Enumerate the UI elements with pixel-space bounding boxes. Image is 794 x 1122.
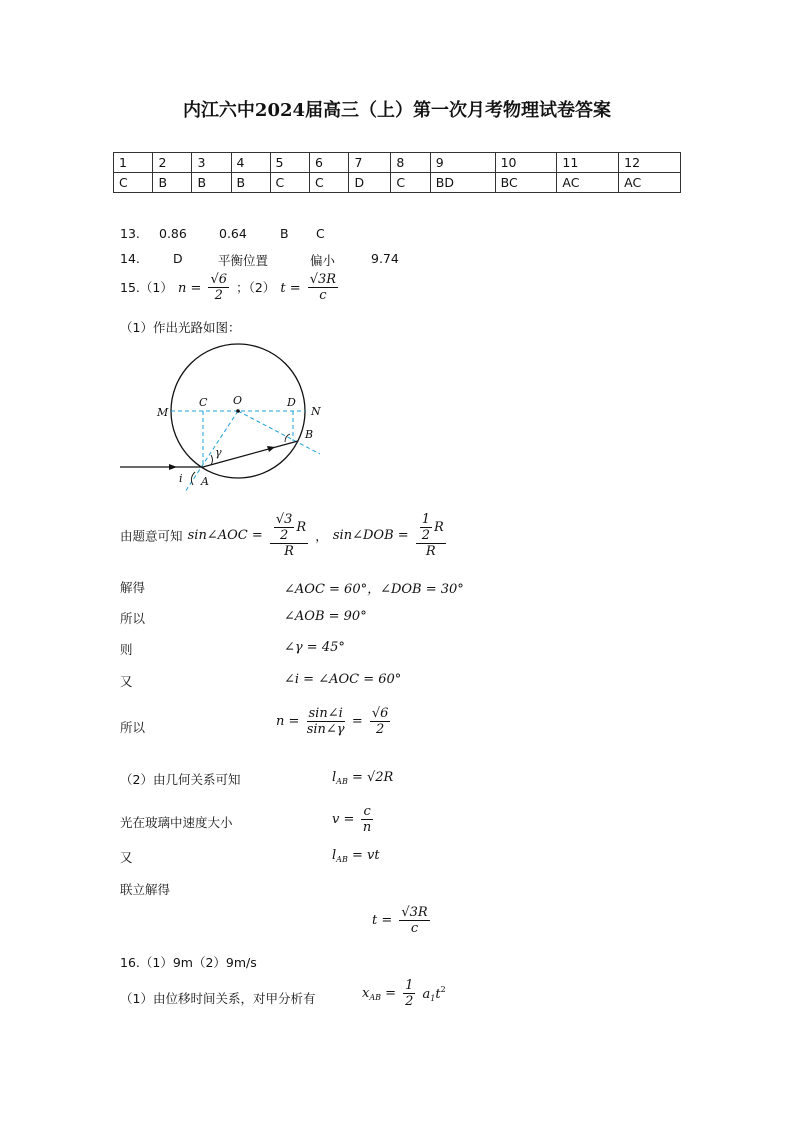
sin-dob-lhs: sin∠DOB = [332,528,409,543]
sin-aoc-inner-num: √3 [275,512,293,527]
answer-cell: D [349,173,391,193]
also-equation: ∠i = ∠AOC = 60° [284,672,402,687]
q16-x [362,986,396,1001]
sin-aoc-inner-den: 2 [279,528,289,543]
q14-answer-2: 平衡位置 [218,253,269,268]
q16-x-var: x [362,985,370,1001]
also2-sub: AB [336,855,348,864]
q16-half-den: 2 [405,994,414,1009]
refracted-arrowhead [267,446,275,452]
question-number-cell: 6 [310,153,349,173]
q16-rhs [422,984,446,1003]
label-c: C [199,396,208,409]
part2-equation [332,770,393,786]
question-number-cell: 10 [495,153,557,173]
sin-dob-fraction [416,512,446,559]
sin-aoc-numerator-var: R [296,520,307,535]
part2-label: （2）由几何关系可知 [120,772,241,787]
question-number-cell: 11 [557,153,619,173]
q15-t-fraction [308,272,338,303]
q16-half-fraction [403,978,415,1009]
label-m: M [157,406,169,419]
answer-cell: C [391,173,430,193]
sin-dob-denominator: R [425,544,436,559]
q14-number: 14. [120,251,140,266]
normal-at-a [185,411,238,492]
final-denominator: c [410,921,419,936]
q13-answer-3: B [280,226,289,241]
so2-result-denominator: 2 [376,722,385,737]
q16-a-sub: 1 [430,993,436,1003]
light-path-diagram [115,340,335,500]
given-label: 由题意可知 [120,528,183,544]
so2-result-numerator: √6 [371,706,389,721]
label-a: A [201,475,209,488]
so2-fraction [307,706,345,737]
q13-answer-2: 0.64 [219,226,247,241]
so2-equals: = [351,714,363,729]
answer-cell: B [231,173,270,193]
q16-part1-label: （1）由位移时间关系，对甲分析有 [120,991,316,1006]
q15-n-denominator: 2 [214,288,223,303]
answer-cell: C [310,173,349,193]
part2-rhs: = √2R [351,770,394,785]
speed-equation [332,804,375,835]
q16-displacement-equation [362,978,446,1009]
part2-sub: AB [336,777,348,786]
q16-t: t [435,986,441,1002]
label-n: N [311,405,321,418]
q14-answer-3: 偏小 [310,253,336,268]
answer-table [113,152,681,193]
q15-t-lhs: t = [280,281,301,296]
answer-cell: B [153,173,192,193]
q15-head: 15.（1） [120,280,173,295]
question-number-cell: 9 [430,153,495,173]
label-o: O [233,394,243,407]
q15-separator: ；（2） [236,280,276,295]
so2-lhs: n = [276,714,300,729]
q16-a: a [422,986,431,1002]
also2-l: l [332,848,337,863]
q15-draw-text: （1）作出光路如图： [120,320,241,335]
final-equation [372,905,432,936]
angle-gamma-arc [211,455,213,465]
center-point [236,409,240,413]
q15-t-numerator: √3R [309,272,337,287]
q14-answer-4: 9.74 [371,251,399,266]
also2-label: 又 [120,850,133,865]
final-numerator: √3R [401,905,428,920]
question-number-cell: 7 [349,153,391,173]
solve-equation: ∠AOC = 60°，∠DOB = 30° [284,582,464,597]
label-d: D [287,396,296,409]
so1-label: 所以 [120,611,146,626]
question-number-cell: 8 [391,153,430,173]
sin-aoc-numerator [270,512,308,544]
sin-aoc-inner-fraction [274,512,295,543]
q16-x-sub: AB [369,992,381,1002]
answer-cell: BC [495,173,557,193]
answer-table-number-row [114,153,681,173]
q16-equals: = [385,985,397,1001]
q15-n-lhs: n = [177,281,202,296]
sin-dob-numerator [416,512,446,544]
q15-answer-line [120,272,340,303]
answer-cell: C [114,173,153,193]
incident-arrowhead [169,464,177,470]
final-lhs: t = [372,913,393,928]
q13-answer-4: C [316,226,325,241]
so2-label: 所以 [120,720,146,735]
label-b: B [305,428,314,441]
speed-label: 光在玻璃中速度大小 [120,815,233,830]
answer-cell: AC [557,173,619,193]
question-number-cell: 3 [192,153,231,173]
page-title: 内江六中2024届高三（上）第一次月考物理试卷答案 [182,100,612,121]
q16-t-sup: 2 [440,984,446,994]
question-number-cell: 12 [619,153,681,173]
speed-numerator: c [363,804,371,819]
question-number-cell: 2 [153,153,192,173]
so1-equation: ∠AOB = 90° [284,609,367,624]
speed-lhs: v = [332,812,355,827]
then-label: 则 [120,642,133,657]
sin-aoc-fraction [270,512,308,559]
joint-label: 联立解得 [120,882,171,897]
speed-denominator: n [362,820,372,835]
also2-rhs: = vt [351,848,380,863]
speed-fraction [361,804,372,835]
final-fraction [399,905,429,936]
also2-equation [332,848,380,864]
answer-cell: BD [430,173,495,193]
q13-number: 13. [120,226,140,241]
question-number-cell: 5 [270,153,309,173]
sin-dob-numerator-var: R [434,520,444,535]
so2-numerator: sin∠i [308,706,343,721]
sin-dob-inner-den: 2 [421,528,431,543]
answer-cell: AC [619,173,681,193]
q15-n-numerator: √6 [210,272,227,287]
given-line [120,512,448,559]
given-comma: ， [315,528,328,544]
refractive-index-equation [276,706,392,737]
sin-dob-inner-fraction [420,512,432,543]
answer-table-answer-row [114,173,681,193]
angle-i-arc [191,472,195,485]
answer-cell: B [192,173,231,193]
sin-aoc-lhs: sin∠AOC = [187,528,263,543]
then-equation: ∠γ = 45° [284,640,345,655]
question-number-cell: 4 [231,153,270,173]
solve-label: 解得 [120,580,146,595]
answer-cell: C [270,173,309,193]
q15-t-denominator: c [319,288,327,303]
part2-l: l [332,770,337,785]
sin-dob-inner-num: 1 [421,512,431,527]
q15-n-fraction [208,272,229,303]
so2-result-fraction [370,706,391,737]
q16-half-num: 1 [405,978,414,993]
q16-head: 16.（1）9m（2）9m/s [120,955,257,970]
also-label: 又 [120,674,133,689]
so2-denominator: sin∠γ [306,722,345,737]
label-gamma: γ [215,446,222,459]
question-number-cell: 1 [114,153,153,173]
q14-answer-1: D [173,251,183,266]
q13-answer-1: 0.86 [159,226,187,241]
sin-aoc-denominator: R [284,544,294,559]
label-i: i [179,472,183,485]
